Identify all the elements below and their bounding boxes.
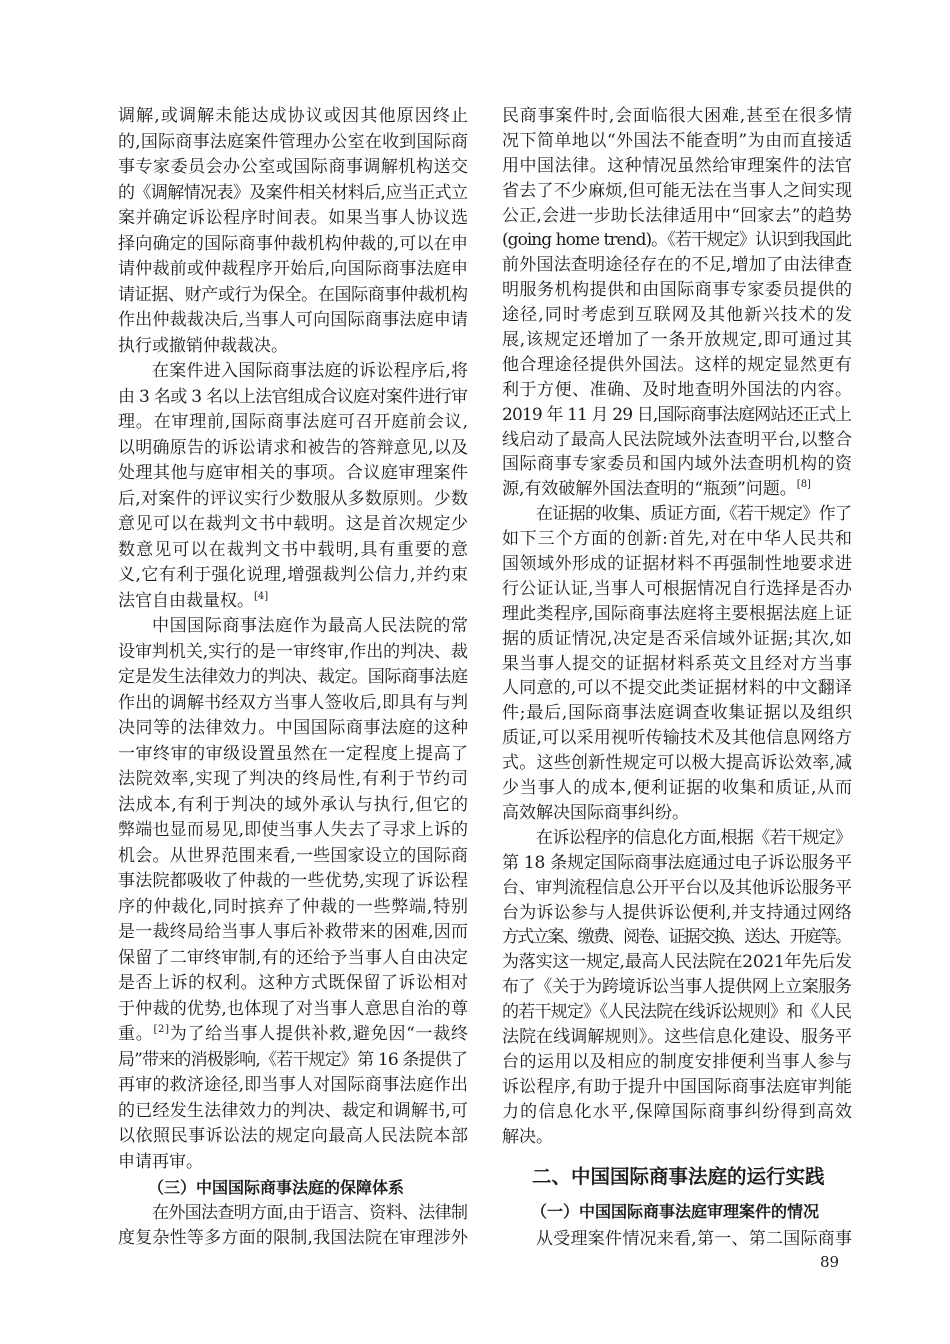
text-line: 事专家委员会办公室或国际商事调解机构送交: [118, 157, 469, 177]
text-line: 再审的救济途径,即当事人对国际商事法庭作出: [118, 1075, 469, 1095]
text-line: 后,对案件的评议实行少数服从多数原则。少数: [118, 488, 469, 509]
text-line: 行公证认证,当事人可根据情况自行选择是否办: [502, 578, 853, 599]
text-line: 弊端也显而易见,即使当事人失去了寻求上诉的: [118, 820, 469, 840]
text-line: 果当事人提交的证据材料系英文且经对方当事: [502, 653, 853, 674]
paragraph: [118, 104, 468, 359]
text-line: 择向确定的国际商事仲裁机构仲裁的,可以在申: [118, 233, 469, 254]
text-line: 法成本,有利于判决的域外承认与执行,但它的: [118, 794, 469, 815]
paragraph: [118, 359, 468, 614]
text-line: 人同意的,可以不提交此类证据材料的中文翻译: [502, 678, 853, 699]
text-line: 定是发生法律效力的判决、裁定。国际商事法庭: [118, 667, 468, 687]
text-line: 作出仲裁裁决后,当事人可向国际商事法庭申请: [118, 310, 469, 330]
text-line: 意见可以在裁判文书中载明。这是首次规定少: [118, 514, 469, 534]
text-line: 从受理案件情况来看,第一、第二国际商事: [536, 1228, 853, 1249]
text-line: 中国国际商事法庭作为最高人民法院的常: [152, 616, 469, 636]
text-line: 公正,会进一步助长法律适用中“回家去”的趋势: [502, 205, 853, 226]
text-line: 线启动了最高人民法院域外法查明平台,以整合: [502, 429, 853, 450]
text-line: 在诉讼程序的信息化方面,根据《若干规定》: [536, 827, 852, 848]
text-line: 一审终审的审级设置虽然在一定程度上提高了: [118, 743, 469, 764]
line-text: 法官自由裁量权。: [118, 590, 254, 611]
text-line: 案并确定诉讼程序时间表。如果当事人协议选: [118, 208, 469, 228]
text-line: 机会。从世界范围来看,一些国家设立的国际商: [118, 845, 469, 866]
text-line: 作出的调解书经双方当事人签收后,即具有与判: [118, 692, 469, 713]
text-line: 调解,或调解未能达成协议或因其他原因终止: [118, 106, 470, 126]
text-line: 高效解决国际商事纠纷。: [502, 802, 689, 823]
text-line: 在外国法查明方面,由于语言、资料、法律制: [152, 1202, 468, 1223]
page-number: 89: [820, 1253, 840, 1271]
text-line: 义,它有利于强化说理,增强裁判公信力,并约束: [118, 565, 469, 585]
text-line: 理此类程序,国际商事法庭将主要根据法庭上证: [502, 603, 853, 624]
paragraph: [502, 502, 852, 826]
subsection-heading: （一）中国国际商事法庭审理案件的情况: [531, 1202, 820, 1221]
text-line: 明服务机构提供和由国际商事专家委员提供的: [502, 280, 853, 301]
citation-ref: [4]: [254, 590, 269, 602]
text-line: 是一裁终局给当事人事后补救带来的困难,因而: [118, 922, 469, 942]
text-line: 处理其他与庭审相关的事项。合议庭审理案件: [118, 463, 469, 483]
text-line: 台、审判流程信息公开平台以及其他诉讼服务平: [502, 877, 852, 898]
text-line: 力的信息化水平,保障国际商事纠纷得到高效: [502, 1101, 854, 1122]
text-line: 法院在线调解规则》。这些信息化建设、服务平: [502, 1026, 853, 1047]
line-text: 源,有效破解外国法查明的“瓶颈”问题。: [502, 479, 797, 500]
text-line: 省去了不少麻烦,但可能无法在当事人之间实现: [502, 180, 853, 201]
text-line: 为落实这一规定,最高人民法院在2021年先后发: [502, 952, 852, 973]
right-column: [502, 104, 852, 1264]
text-line: 国领域外形成的证据材料不再强制性地要求进: [502, 554, 853, 575]
text-line: 据的质证情况,决定是否采信域外证据;其次,如: [502, 628, 853, 649]
line-text: 重。: [118, 1024, 154, 1044]
text-line: 执行或撤销仲裁裁决。: [118, 335, 288, 356]
text-line: 前外国法查明途径存在的不足,增加了由法律查: [502, 255, 853, 276]
text-line: 的,国际商事法庭案件管理办公室在收到国际商: [118, 131, 469, 152]
paragraph: [502, 104, 852, 502]
line-text: 为了给当事人提供补救,避免因“一裁终: [169, 1024, 469, 1044]
text-line: 事法院都吸收了仲裁的一些优势,实现了诉讼程: [118, 871, 469, 891]
text-line: 数意见可以在裁判文书中载明,具有重要的意: [118, 539, 470, 560]
text-line: 诉讼程序,有助于提升中国国际商事法庭审判能: [502, 1076, 853, 1097]
text-line: 解决。: [502, 1126, 553, 1147]
subsection-heading: （三）中国国际商事法庭的保障体系: [148, 1178, 405, 1197]
text-line: 的若干规定》《人民法院在线诉讼规则》和《人民: [502, 1002, 852, 1023]
citation-ref: [2]: [153, 1024, 170, 1035]
text-line: 请仲裁前或仲裁程序开始后,向国际商事法庭申: [118, 259, 469, 279]
text-line: 方式立案、缴费、阅卷、证据交换、送达、开庭等。: [502, 927, 851, 948]
text-line: 理。在审理前,国际商事法庭可召开庭前会议,: [118, 412, 469, 432]
text-line: 度复杂性等多方面的限制,我国法院在审理涉外: [118, 1228, 469, 1248]
text-line: 布了《关于为跨境诉讼当事人提供网上立案服务: [502, 977, 852, 998]
text-line: [502, 477, 852, 502]
text-line: 局”带来的消极影响,《若干规定》第 16 条提供了: [118, 1049, 468, 1070]
citation-ref: [8]: [796, 479, 811, 491]
text-line: 保留了二审终审制,有的还给予当事人自由决定: [118, 947, 469, 968]
text-line: 台的运用以及相应的制度安排便利当事人参与: [502, 1051, 853, 1072]
text-line: 展,该规定还增加了一条开放规定,即可通过其: [502, 330, 853, 351]
paragraph: [118, 1201, 468, 1252]
text-line: 质证,可以采用视听传输技术及其他信息网络方: [502, 728, 853, 749]
text-line: 设审判机关,实行的是一审终审,作出的判决、裁: [118, 641, 468, 662]
text-line: 况下简单地以“外国法不能查明”为由而直接适: [502, 130, 853, 151]
left-column: [118, 104, 468, 1252]
text-line: 法院效率,实现了判决的终局性,有利于节约司: [118, 769, 469, 789]
text-line: 途径,同时考虑到互联网及其他新兴技术的发: [502, 305, 854, 326]
text-line: 于仲裁的优势,也体现了对当事人意思自治的尊: [118, 998, 469, 1019]
paragraph: [118, 614, 468, 1175]
text-line: 的《调解情况表》及案件相关材料后,应当正式立: [118, 182, 468, 203]
text-line: 他合理途径提供外国法。这样的规定显然更有: [502, 354, 853, 375]
text-line: 是否上诉的权利。这种方式既保留了诉讼相对: [118, 973, 469, 993]
paragraph: [502, 826, 852, 1150]
section-heading: 二、中国国际商事法庭的运行实践: [532, 1165, 825, 1188]
text-line: [118, 589, 468, 615]
text-line: 利于方便、准确、及时地查明外国法的内容。: [502, 379, 853, 400]
text-line: 以依照民事诉讼法的规定向最高人民法院本部: [118, 1126, 469, 1146]
text-line: 请证据、财产或行为保全。在国际商事仲裁机构: [118, 284, 468, 305]
text-line: 2019 年 11 月 29 日,国际商事法庭网站还正式上: [502, 404, 852, 425]
text-line: 件;最后,国际商事法庭调查收集证据以及组织: [502, 703, 853, 724]
text-line: (going home trend)。《若干规定》认识到我国此: [502, 230, 852, 251]
text-line: 民商事案件时,会面临很大困难,甚至在很多情: [502, 106, 853, 126]
text-line: 在案件进入国际商事法庭的诉讼程序后,将: [152, 361, 469, 381]
text-line: [118, 1022, 468, 1048]
text-line: 少当事人的成本,便利证据的收集和质证,从而: [502, 778, 853, 799]
text-line: 在证据的收集、质证方面,《若干规定》作了: [536, 504, 852, 525]
text-line: 用中国法律。这种情况虽然给审理案件的法官: [502, 155, 853, 176]
text-line: 式。这些创新性规定可以极大提高诉讼效率,减: [502, 753, 853, 774]
paragraph: [502, 1227, 852, 1252]
text-line: 由 3 名或 3 名以上法官组成合议庭对案件进行审: [118, 386, 468, 407]
text-line: 台为诉讼参与人提供诉讼便利,并支持通过网络: [502, 902, 853, 923]
text-line: 国际商事专家委员和国内域外法查明机构的资: [502, 454, 853, 475]
text-line: 申请再审。: [118, 1151, 203, 1172]
text-line: 以明确原告的诉讼请求和被告的答辩意见,以及: [118, 437, 469, 458]
text-line: 的已经发生法律效力的判决、裁定和调解书,可: [118, 1100, 469, 1121]
text-line: 决同等的法律效力。中国国际商事法庭的这种: [118, 718, 469, 738]
text-line: 序的仲裁化,同时摈弃了仲裁的一些弊端,特别: [118, 896, 469, 917]
text-line: 第 18 条规定国际商事法庭通过电子诉讼服务平: [502, 852, 852, 873]
text-line: 如下三个方面的创新:首先,对在中华人民共和: [502, 529, 853, 550]
